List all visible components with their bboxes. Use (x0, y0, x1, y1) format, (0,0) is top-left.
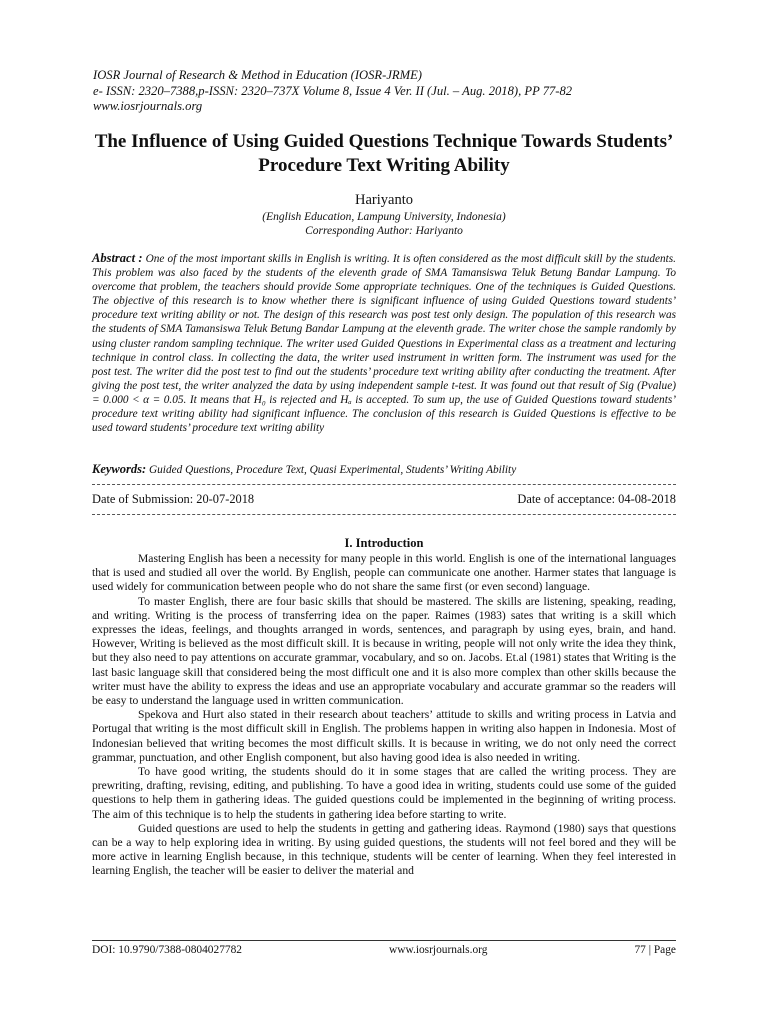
footer-site: www.iosrjournals.org (389, 944, 488, 956)
journal-header (93, 68, 572, 115)
dates-row (92, 492, 676, 507)
journal-site: www.iosrjournals.org (93, 99, 203, 113)
author-affiliation (0, 210, 768, 238)
section-body (92, 552, 676, 879)
journal-issn: e- ISSN: 2320–7388,p-ISSN: 2320–737X Volume 8, Issue 4 Ver. II (Jul. – Aug. 2018), PP 77-82 (93, 83, 573, 98)
acceptance-date: Date of acceptance: 04-08-2018 (517, 492, 676, 506)
submission-date: Date of Submission: 20-07-2018 (92, 492, 255, 506)
page-number: 77 | Page (634, 944, 676, 956)
paragraph: Guided questions are used to help the students in getting and gathering ideas. Raymond (1980) says that questions can be a way to help exploring idea in writing. By using guided questions, the students will not feel bored and they will be more active in learning English because, in this technique, students will be center of learning. When they feel interested in learning English, the teacher will be easier to deliver the material and (92, 821, 676, 878)
corresponding-author: Corresponding Author: Hariyanto (305, 225, 463, 237)
keywords (92, 462, 676, 477)
paper-title: The Influence of Using Guided Questions Technique Towards Students’ Procedure Text Writing Ability (94, 131, 674, 176)
journal-name: IOSR Journal of Research & Method in Education (IOSR-JRME) (93, 68, 422, 82)
divider-bottom (92, 514, 676, 515)
paragraph: To master English, there are four basic skills that should be mastered. The skills are listening, speaking, reading, and writing. Writing is the process of transferring idea on the paper. Raimes (1983) sates that writing is a skill which expresses the ideas, feelings, and thoughts arranged in words, sentences, and paragraph by using eyes, brain, and hand. However, Writing is believed as the most difficult skill. It is because in writing, people will not only write the idea they think, but they also need to pay attentions on accurate grammar, vocabulary, and so on. Jacobs. Et.al (1981) states that Writing is the last basic language skill that considered being the most difficult one and it is also more complex than other skills because the writer must have the ability to express the ideas and use an appropriate vocabulary and accurate grammar so the readers will be easy to understand the language used in written communication. (92, 594, 676, 708)
section-heading: I. Introduction (344, 536, 424, 550)
author-name: Hariyanto (355, 192, 413, 208)
divider-top (92, 484, 676, 485)
keywords-label: Keywords: (92, 462, 147, 476)
keywords-text: Guided Questions, Procedure Text, Quasi Experimental, Students’ Writing Ability (149, 464, 517, 476)
abstract-label: Abstract : (92, 251, 143, 265)
paragraph: Mastering English has been a necessity for many people in this world. English is one of the international languages that is used and studied all over the world. By English, people can communicate one another. Harmer states that language is used widely for communication between people who do not share the same first (or even second) language. (92, 552, 676, 594)
paragraph: To have good writing, the students should do it in some stages that are called the writing process. They are prewriting, drafting, revising, editing, and publishing. To have a good idea in writing, students could use some of the guided questions to help them in gathering ideas. The guided questions could be implemented in the beginning of writing process. The aim of this technique is to help the students in gathering idea before starting to write. (92, 765, 676, 821)
abstract-text: One of the most important skills in English is writing. It is often considered as the most difficult skill by the students. This problem was also faced by the students of the eleventh grade of SMA Tamansiswa Teluk Betung Bandar Lampung. To overcome that problem, the teachers should provide Some appropriate techniques. One of the techniques is Guided Questions. The objective of this research is to know whether there is significant influence of using Guided Questions toward students’ procedure text writing ability or not. The design of this research was post test only design. The population of this research was the students of SMA Tamansiswa Teluk Betung Bandar Lampung at the eleventh grade. The writer chose the sample randomly by using cluster random sampling technique. The writer used Guided Questions in Experimental class as a treatment and lecturing technique in control class. In collecting the data, the writer used instrument in written form. The instrument was used for the post test. The writer did the post test to find out the students’ procedure text writing ability after conducting the treatment. After giving the post test, the writer analyzed the data by using independent sample t-test. It was found out that result of Sig (Pvalue) = 0.000 < α = 0.05. It means that H₀ is rejected and Hₐ is accepted. To sum up, the use of Guided Questions toward students’ procedure text writing ability had significant influence. The conclusion of this research is Guided Questions is effective to be used toward students’ procedure text writing ability (92, 253, 676, 435)
page-footer (92, 940, 676, 956)
affiliation-line: (English Education, Lampung University, Indonesia) (262, 211, 506, 223)
footer-doi: DOI: 10.9790/7388-0804027782 (92, 944, 242, 956)
paragraph: Spekova and Hurt also stated in their research about teachers’ attitude to skills and writing process in Latvia and Portugal that writing is the most difficult skill in English. The problems happen in writing also happen in Indonesia. Most of Indonesian believed that writing becomes the most difficult skills. It is because in writing, we do not only need the correct grammar, punctuation, and other English component, but also having good idea is also needed in writing. (92, 708, 676, 764)
abstract (92, 251, 676, 435)
